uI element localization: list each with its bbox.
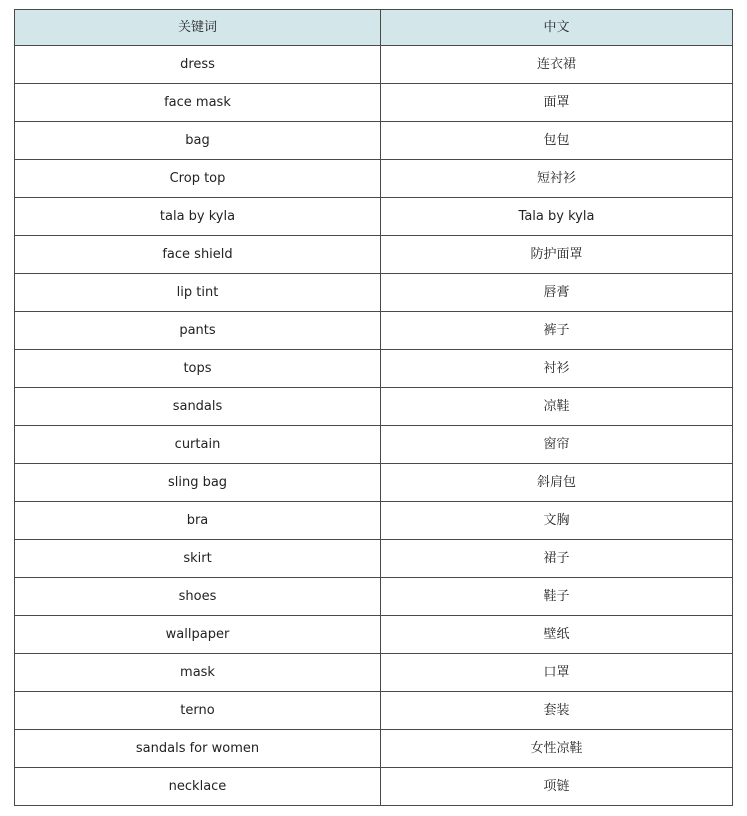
table-header-row [15,10,733,46]
table-row [15,540,733,578]
table-row [15,198,733,236]
table-row [15,502,733,540]
keyword-cell: sling bag [15,464,381,502]
keyword-table [14,9,733,806]
keyword-cell: curtain [15,426,381,464]
table-row [15,578,733,616]
keyword-cell: tala by kyla [15,198,381,236]
header-chinese: 中文 [381,10,733,46]
keyword-cell: dress [15,46,381,84]
chinese-cell: 鞋子 [381,578,733,616]
chinese-cell: 文胸 [381,502,733,540]
table-row [15,274,733,312]
keyword-cell: wallpaper [15,616,381,654]
chinese-cell: 女性凉鞋 [381,730,733,768]
table-row [15,122,733,160]
table-row [15,464,733,502]
chinese-cell: 口罩 [381,654,733,692]
chinese-cell: 壁纸 [381,616,733,654]
chinese-cell: 唇膏 [381,274,733,312]
chinese-cell: 面罩 [381,84,733,122]
table-row [15,312,733,350]
table-row [15,84,733,122]
chinese-cell: 防护面罩 [381,236,733,274]
chinese-cell: 裤子 [381,312,733,350]
chinese-cell: 凉鞋 [381,388,733,426]
table-row [15,426,733,464]
keyword-cell: necklace [15,768,381,806]
keyword-cell: sandals [15,388,381,426]
keyword-cell: skirt [15,540,381,578]
chinese-cell: 窗帘 [381,426,733,464]
chinese-cell: 套装 [381,692,733,730]
table-row [15,692,733,730]
chinese-cell: 项链 [381,768,733,806]
table-row [15,160,733,198]
keyword-cell: Crop top [15,160,381,198]
keyword-cell: face mask [15,84,381,122]
chinese-cell: 斜肩包 [381,464,733,502]
table-row [15,46,733,84]
chinese-cell: 包包 [381,122,733,160]
keyword-cell: bra [15,502,381,540]
keyword-cell: shoes [15,578,381,616]
table-row [15,654,733,692]
table-row [15,388,733,426]
table-row [15,350,733,388]
table-row [15,768,733,806]
chinese-cell: 衬衫 [381,350,733,388]
keyword-cell: tops [15,350,381,388]
table-row [15,730,733,768]
table-row [15,236,733,274]
keyword-cell: terno [15,692,381,730]
keyword-cell: bag [15,122,381,160]
chinese-cell: 短衬衫 [381,160,733,198]
keyword-cell: mask [15,654,381,692]
keyword-cell: sandals for women [15,730,381,768]
chinese-cell: Tala by kyla [381,198,733,236]
header-keyword: 关键词 [15,10,381,46]
chinese-cell: 裙子 [381,540,733,578]
chinese-cell: 连衣裙 [381,46,733,84]
keyword-cell: lip tint [15,274,381,312]
keyword-cell: pants [15,312,381,350]
keyword-cell: face shield [15,236,381,274]
table-row [15,616,733,654]
